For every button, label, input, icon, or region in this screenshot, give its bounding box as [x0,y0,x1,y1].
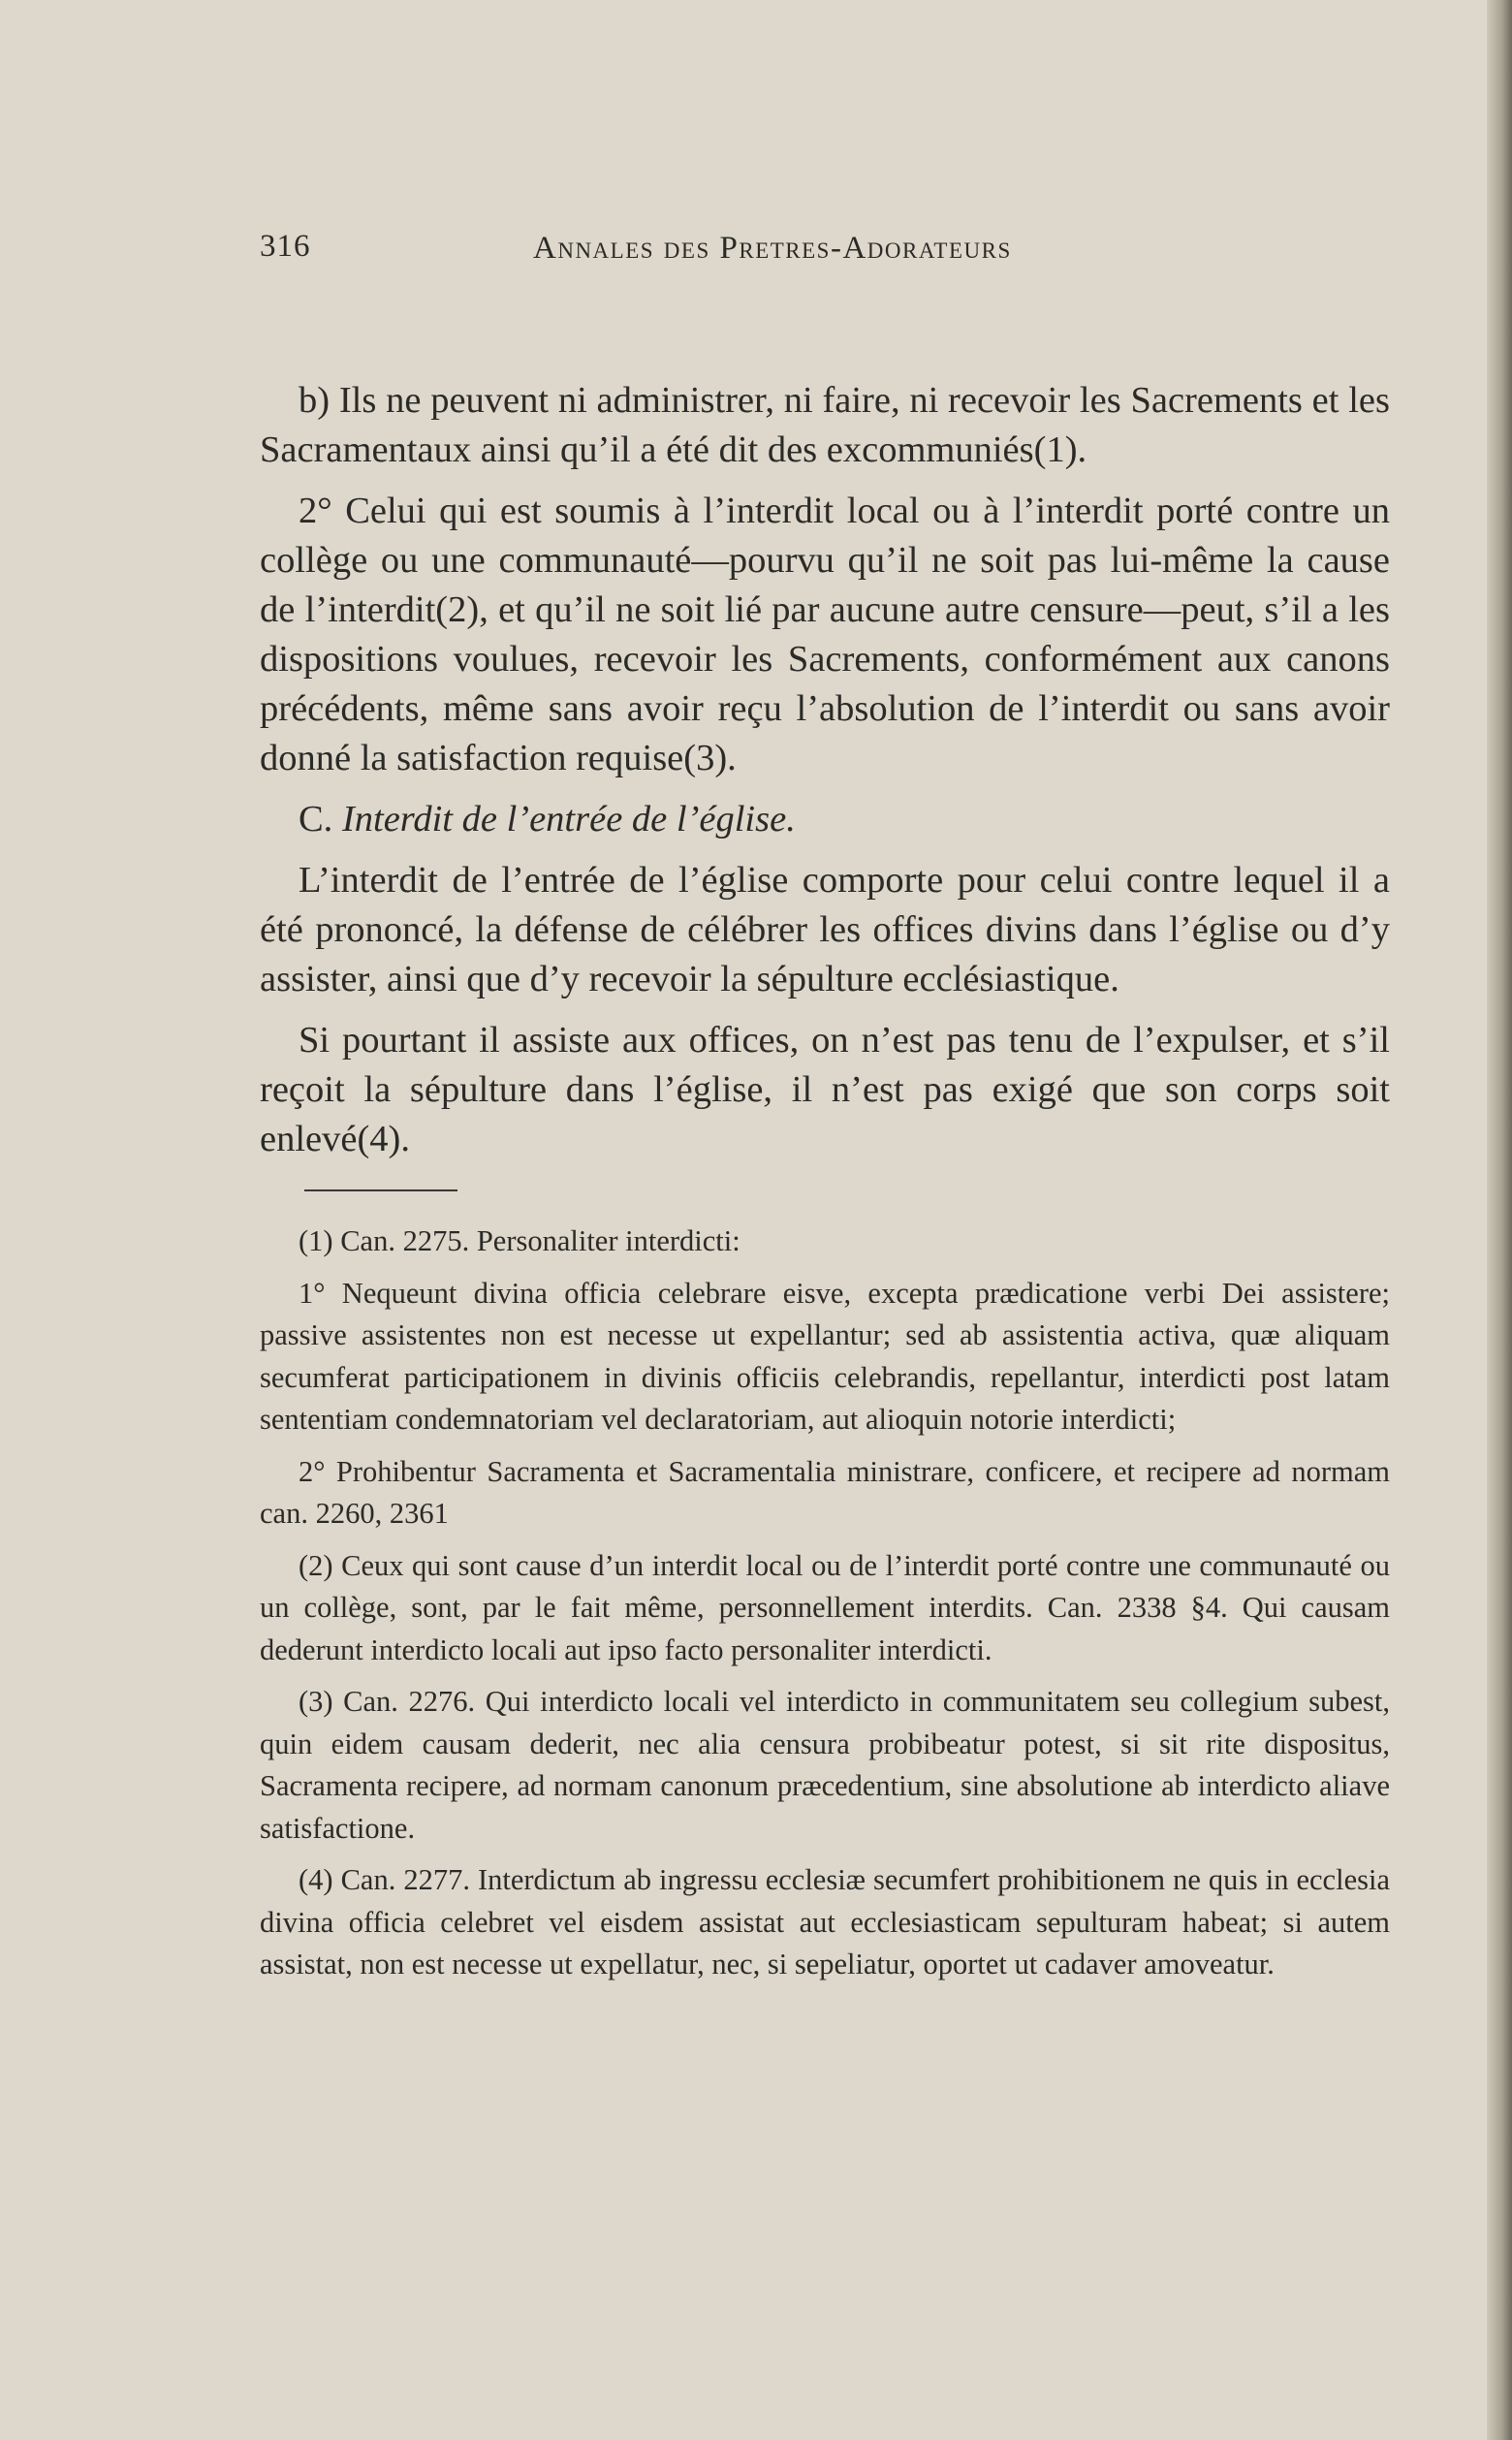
paragraph-b: b) Ils ne peuvent ni administrer, ni faire, ni recevoir les Sacrements et les Sacramentaux ainsi qu’il a été dit des excommuniés(1). [260,380,1390,470]
section-heading [260,795,1390,844]
footnote-3: (3) Can. 2276. Qui interdicto locali vel interdicto in communitatem seu collegium subest, quin eidem causam dederit, nec alia censura probibeatur potest, si sit rite dispositus, Sacramenta recipere, ad normam canonum præcedentium, sine absolutione ab interdicto aliave satisfactione. [260,1685,1390,1845]
footnote-2: (2) Ceux qui sont cause d’un interdit local ou de l’interdit porté contre une communauté ou un collège, sont, par le fait même, personnellement interdits. Can. 2338 §4. Qui causam dederunt interdicto locali aut ipso facto personaliter interdicti. [260,1548,1390,1666]
footnote-4: (4) Can. 2277. Interdictum ab ingressu ecclesiæ secumfert prohibitionem ne quis in ecclesia divina officia celebret vel eisdem assistat aut ecclesiasticam sepulturam habeat; si autem assistat, non est necesse ut expellatur, nec, si sepeliatur, oportet ut cadaver amoveatur. [260,1863,1390,1981]
running-title: Annales des Pretres-Adorateurs [533,231,1012,266]
section-title: Interdit de l’entrée de l’église. [341,799,796,840]
running-head [260,229,1132,287]
footnote-rule [304,1189,457,1191]
footnotes [260,1220,1390,1986]
paragraph-c2: Si pourtant il assiste aux offices, on n’est pas tenu de l’expulser, et s’il reçoit la sépulture dans l’église, il n’est pas exigé que son corps soit enlevé(4). [260,1020,1390,1159]
footnote-1-item-1: 1° Nequeunt divina officia celebrare eisve, excepta prædicatione verbi Dei assistere; passive assistentes non est necesse ut expellantur; sed ab assistentia activa, quæ aliquam secumferat participationem in divinis officiis celebrandis, repellantur, interdicti post latam sententiam condemnatoriam vel declaratoriam, aut alioquin notorie interdicti; [260,1276,1390,1436]
paragraph-c1: L’interdit de l’entrée de l’église comporte pour celui contre lequel il a été prononcé, la défense de célébrer les offices divins dans l’église ou d’y assister, ainsi que d’y recevoir la sépulture ecclésiastique. [260,860,1390,999]
page-number: 316 [260,229,311,264]
page-edge [1487,0,1512,2440]
footnote-1-item-2: 2° Prohibentur Sacramenta et Sacramentalia ministrare, conficere, et recipere ad normam can. 2260, 2361 [260,1454,1390,1530]
main-text [260,376,1390,1164]
footnote-1-head: (1) Can. 2275. Personaliter interdicti: [299,1224,740,1257]
text-block [260,376,1390,1996]
section-letter: C. [299,799,333,840]
paragraph-2: 2° Celui qui est soumis à l’interdit local ou à l’interdit porté contre un collège ou une communauté—pourvu qu’il ne soit pas lui-même la cause de l’interdit(2), et qu’il ne soit lié par aucune autre censure—peut, s’il a les dispositions voulues, recevoir les Sacrements, conformément aux canons précédents, même sans avoir reçu l’absolution de l’interdit ou sans avoir donné la satisfaction requise(3). [260,491,1390,778]
